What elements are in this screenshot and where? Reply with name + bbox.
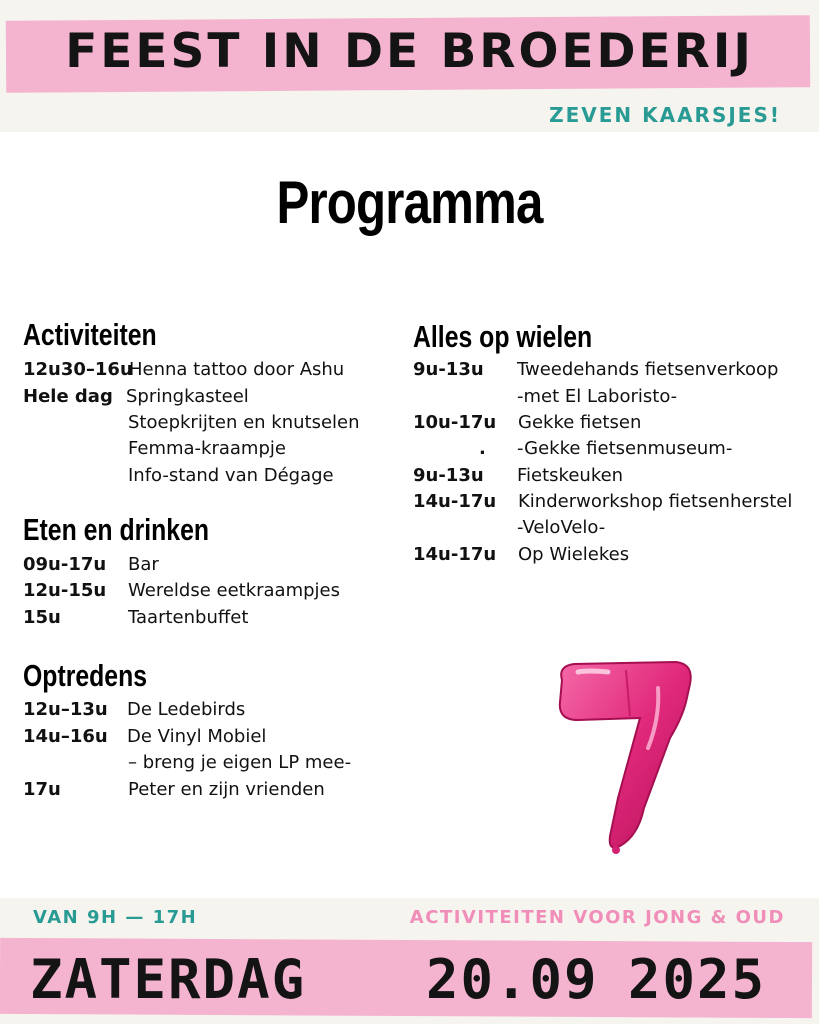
time-label: 09u-17u — [23, 554, 107, 575]
time-label: 14u-17u — [413, 491, 497, 512]
day-label: ZATERDAG — [30, 948, 307, 1011]
activity-label: Taartenbuffet — [128, 607, 249, 628]
activity-label: -Gekke fietsenmuseum- — [517, 438, 733, 459]
time-label: 9u-13u — [413, 359, 484, 380]
activity-label: De Vinyl Mobiel — [127, 726, 267, 747]
activity-label: Stoepkrijten en knutselen — [128, 412, 360, 433]
hours-label: VAN 9H — 17H — [33, 907, 198, 928]
section-title-activiteiten: Activiteiten — [23, 317, 157, 352]
page-title: Programma — [276, 169, 543, 236]
section-title-wielen: Alles op wielen — [413, 319, 593, 354]
balloon-seven-illustration — [548, 658, 698, 858]
activity-label: – breng je eigen LP mee- — [128, 752, 352, 773]
activity-label: Femma-kraampje — [128, 438, 286, 459]
section-title-eten: Eten en drinken — [23, 512, 210, 547]
tagline-label: ACTIVITEITEN VOOR JONG & OUD — [409, 907, 785, 928]
activity-label: Wereldse eetkraampjes — [128, 580, 341, 601]
activity-label: Springkasteel — [126, 386, 249, 407]
activity-label: Op Wielekes — [518, 544, 630, 565]
activity-label: Peter en zijn vrienden — [128, 779, 325, 800]
year-label: 2025 — [628, 948, 767, 1011]
time-label: 10u-17u — [413, 412, 497, 433]
time-label: . — [479, 438, 486, 459]
time-label: 9u-13u — [413, 465, 484, 486]
time-label: 15u — [23, 607, 61, 628]
time-label: 12u-15u — [23, 580, 107, 601]
section-title-optredens: Optredens — [23, 658, 148, 693]
activity-label: -VeloVelo- — [517, 517, 606, 538]
activity-label: -met El Laboristo- — [517, 386, 678, 407]
activity-label: Bar — [128, 554, 159, 575]
banner-subtitle: ZEVEN KAARSJES! — [549, 103, 781, 127]
time-label: 12u30–16u — [23, 359, 133, 380]
time-label: 12u–13u — [23, 699, 108, 720]
time-label: 14u-17u — [413, 544, 497, 565]
activity-label: Henna tattoo door Ashu — [129, 359, 345, 380]
activity-label: Info-stand van Dégage — [128, 465, 334, 486]
banner-title: FEEST IN DE BROEDERIJ — [65, 24, 754, 79]
activity-label: Fietskeuken — [517, 465, 624, 486]
date-label: 20.09 — [426, 948, 599, 1011]
time-label: 17u — [23, 779, 61, 800]
activity-label: De Ledebirds — [127, 699, 246, 720]
time-label: 14u–16u — [23, 726, 108, 747]
activity-label: Tweedehands fietsenverkoop — [517, 359, 779, 380]
time-label: Hele dag — [23, 386, 113, 407]
activity-label: Kinderworkshop fietsenherstel — [518, 491, 793, 512]
activity-label: Gekke fietsen — [518, 412, 642, 433]
